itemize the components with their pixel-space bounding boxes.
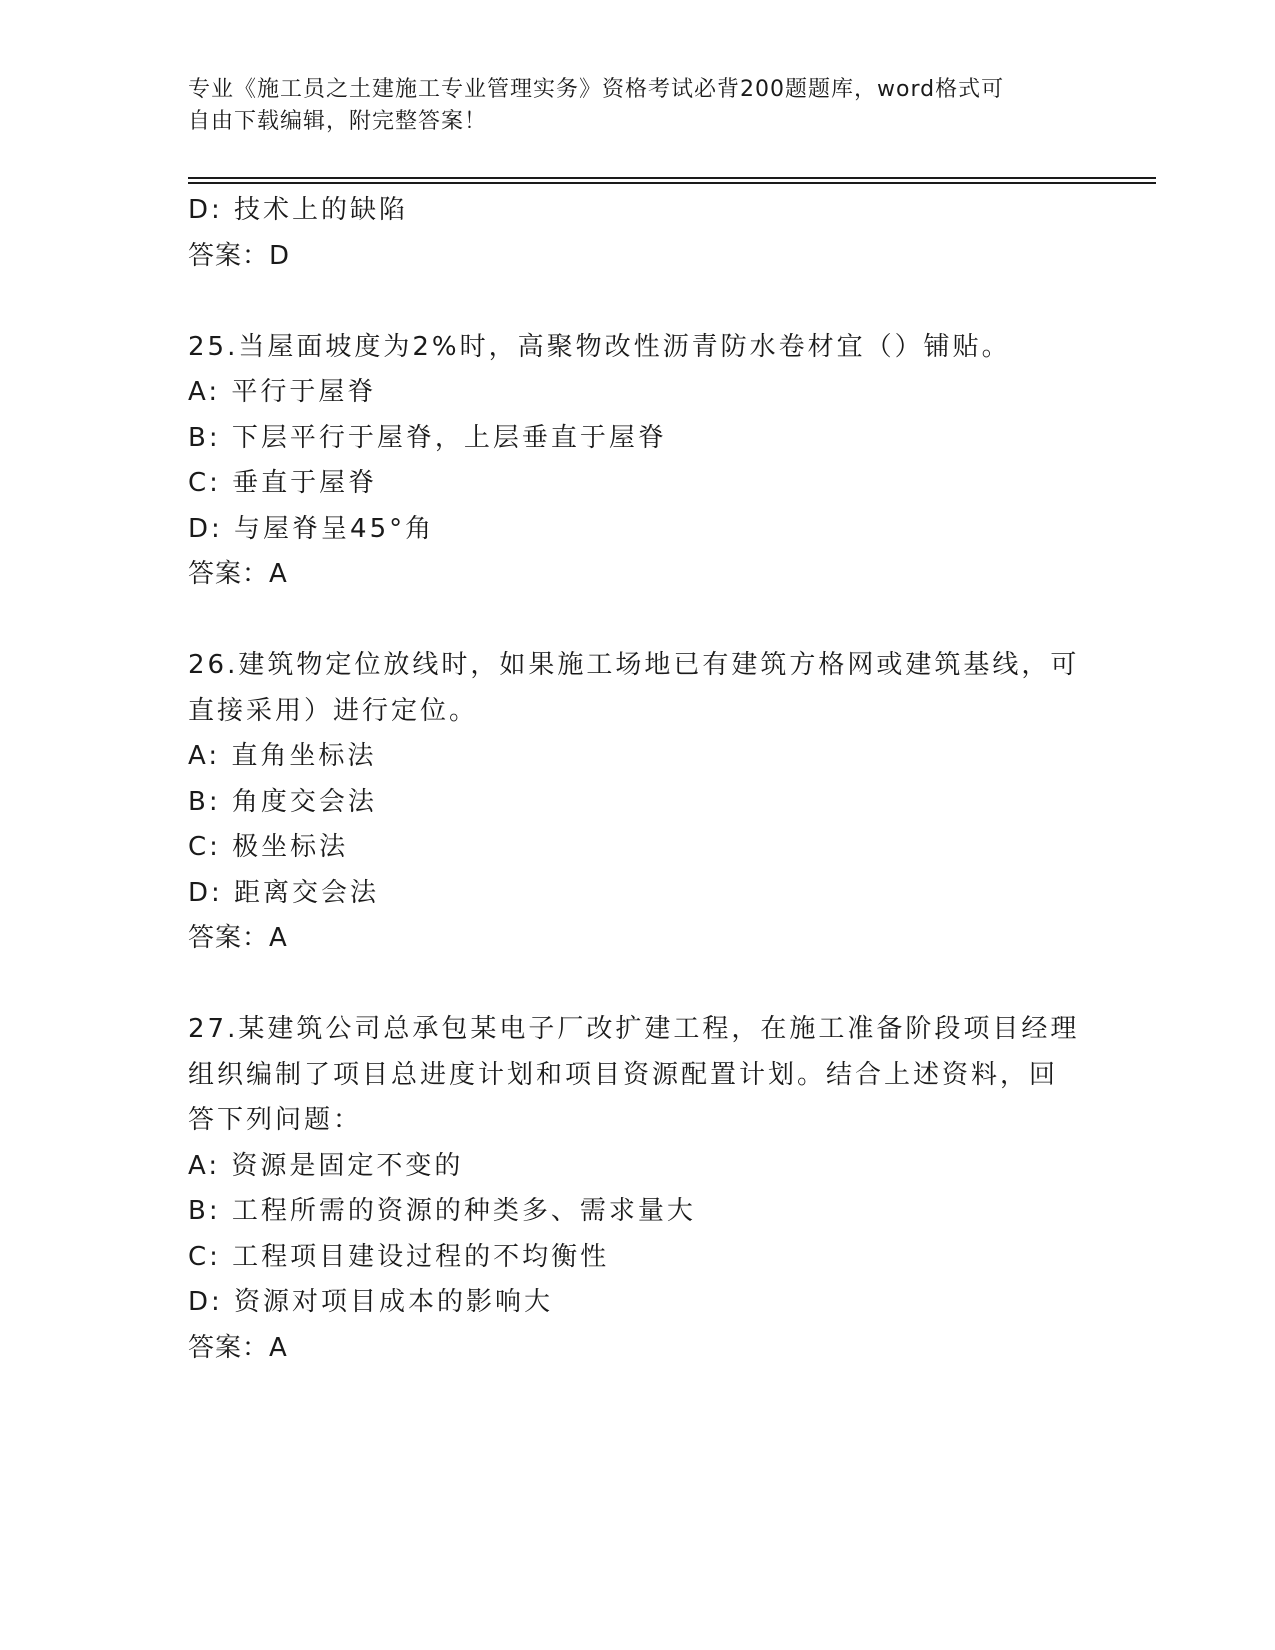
document-header: [188, 74, 1088, 138]
option-b: B: 下层平行于屋脊，上层垂直于屋脊: [188, 422, 667, 453]
option-d: D: 与屋脊呈45°角: [188, 513, 435, 544]
question-24-continued: [188, 188, 1088, 279]
header-title-line-1: 专业《施工员之土建施工专业管理实务》资格考试必背200题题库，word格式可: [188, 77, 1005, 102]
option-a: A: 资源是固定不变的: [188, 1150, 464, 1181]
question-text: 26.建筑物定位放线时，如果施工场地已有建筑方格网或建筑基线，可: [188, 650, 1080, 680]
question-text: 27.某建筑公司总承包某电子厂改扩建工程，在施工准备阶段项目经理: [188, 1014, 1080, 1044]
question-text: 25.当屋面坡度为2%时，高聚物改性沥青防水卷材宜（）铺贴。: [188, 331, 1011, 362]
answer-line: 答案：D: [188, 240, 291, 271]
option-a: A: 直角坐标法: [188, 741, 377, 771]
option-d: D: 资源对项目成本的影响大: [188, 1287, 554, 1317]
option-b: B: 角度交会法: [188, 786, 377, 817]
question-25: [188, 325, 1088, 598]
header-divider-bottom: [188, 182, 1156, 184]
option-b: B: 工程所需的资源的种类多、需求量大: [188, 1196, 696, 1226]
question-27: [188, 1007, 1088, 1371]
option-c: C: 工程项目建设过程的不均衡性: [188, 1241, 610, 1272]
answer-line: 答案：A: [188, 1332, 288, 1363]
header-divider-top: [188, 177, 1156, 179]
spacer: [188, 598, 1088, 644]
question-text: 直接采用）进行定位。: [188, 695, 479, 726]
question-text: 答下列问题：: [188, 1105, 363, 1135]
question-26: [188, 643, 1088, 962]
spacer: [188, 279, 1088, 325]
header-title-line-2: 自由下载编辑，附完整答案！: [188, 109, 488, 134]
spacer: [188, 962, 1088, 1008]
question-text: 组织编制了项目总进度计划和项目资源配置计划。结合上述资料，回: [188, 1059, 1059, 1090]
answer-line: 答案：A: [188, 923, 288, 953]
answer-line: 答案：A: [188, 559, 288, 589]
option-d: D: 技术上的缺陷: [188, 195, 409, 225]
option-d: D: 距离交会法: [188, 877, 380, 908]
option-c: C: 垂直于屋脊: [188, 468, 378, 498]
option-c: C: 极坐标法: [188, 832, 349, 862]
option-a: A: 平行于屋脊: [188, 377, 377, 407]
question-list: [188, 188, 1088, 1371]
